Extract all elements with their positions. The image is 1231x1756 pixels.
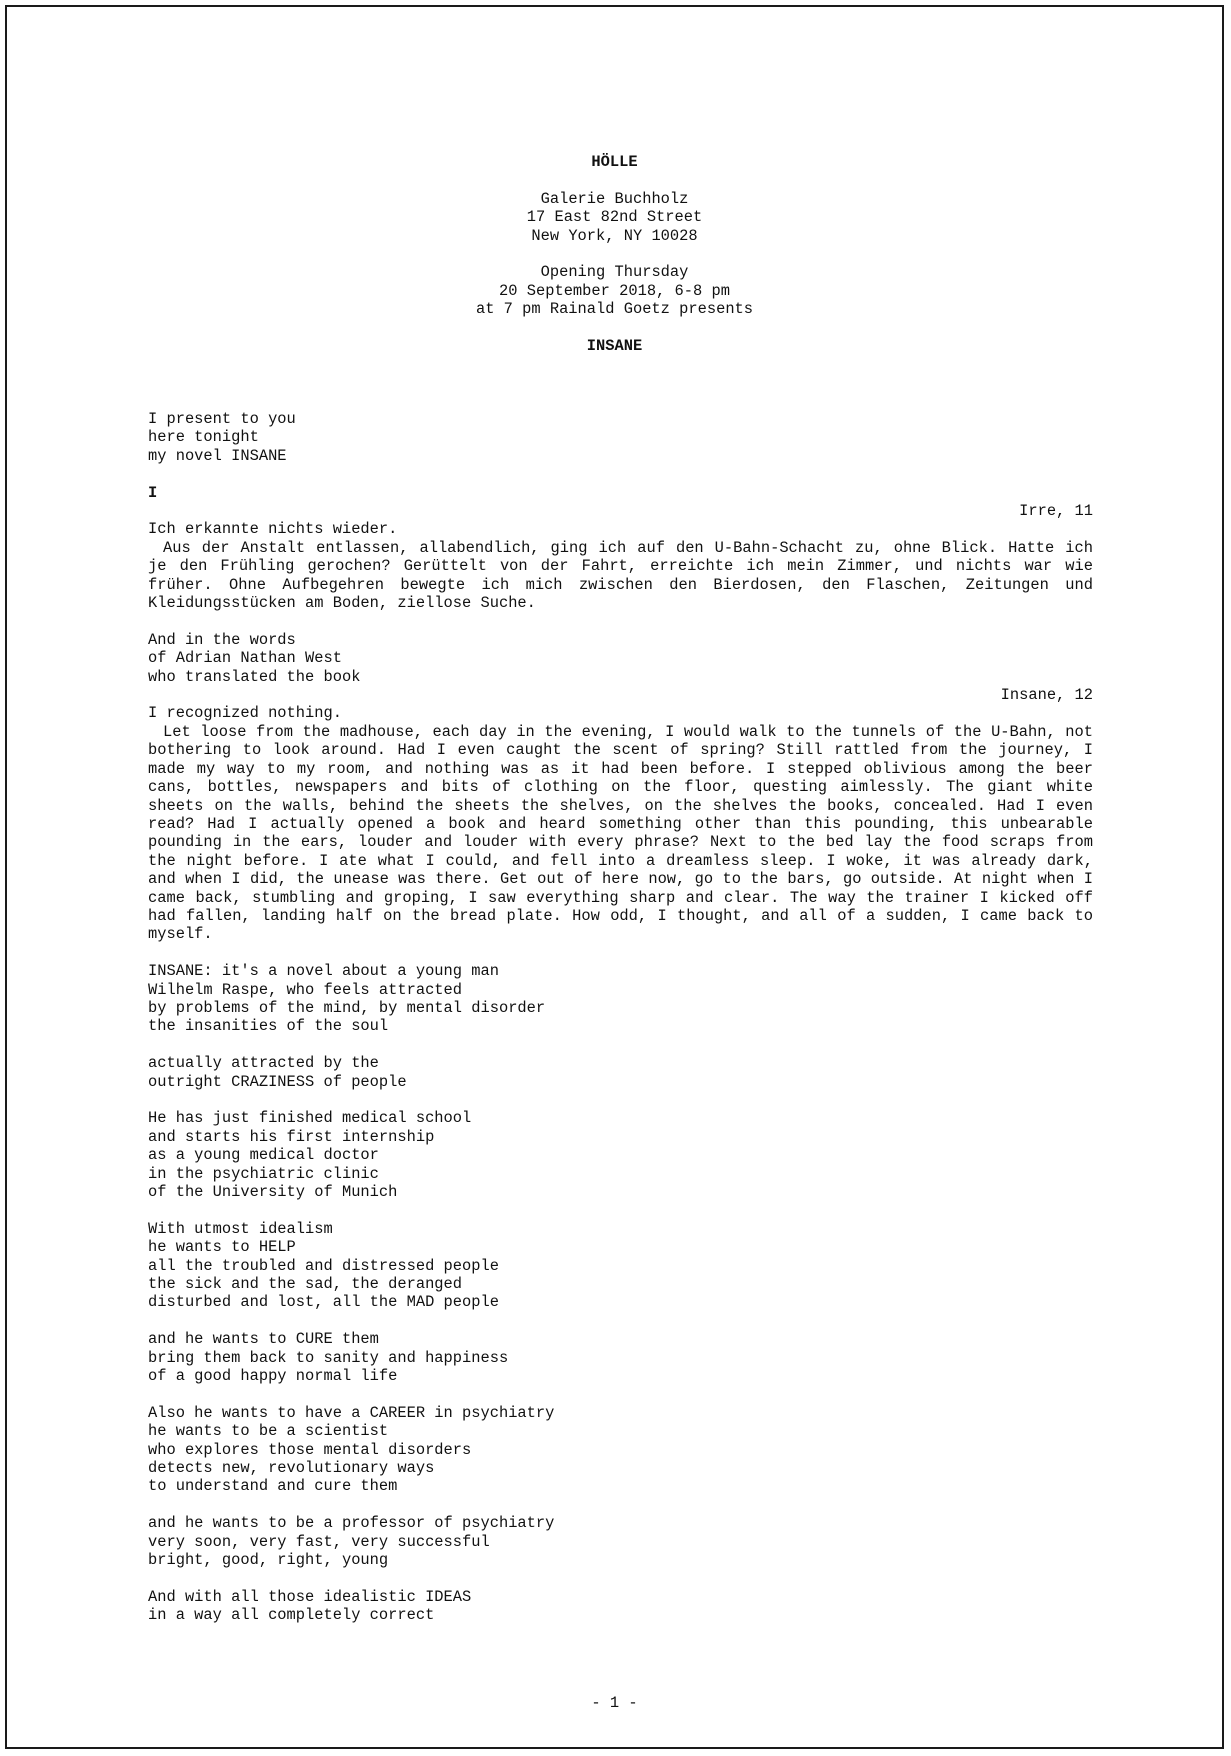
stanza: actually attracted by the outright CRAZINESS of people <box>148 1054 407 1091</box>
stanza: INSANE: it's a novel about a young man Wilhelm Raspe, who feels attracted by problems of the mind, by mental disorder the insanities of the soul <box>148 962 546 1036</box>
document-page <box>5 5 1224 1749</box>
venue-street: 17 East 82nd Street <box>526 208 703 227</box>
exhibition-title: HÖLLE <box>591 153 638 171</box>
stanza: Also he wants to have a CAREER in psychiatry he wants to be a scientist who explores those mental disorders detects new, revolutionary ways to understand and cure them <box>148 1403 555 1496</box>
venue-name: Galerie Buchholz <box>540 189 689 208</box>
opening-label: Opening Thursday <box>540 263 689 282</box>
stanza: and he wants to be a professor of psychiatry very soon, very fast, very successful bright, good, right, young <box>148 1514 555 1570</box>
venue-city: New York, NY 10028 <box>531 226 698 245</box>
opening-date: 20 September 2018, 6-8 pm <box>499 281 730 300</box>
work-title: INSANE <box>586 337 643 356</box>
document-header <box>7 153 1222 355</box>
english-reference: Insane, 12 <box>1000 686 1093 705</box>
intro-stanza: I present to you here tonight my novel INSANE <box>148 410 296 465</box>
document-body <box>148 410 1093 1625</box>
german-reference: Irre, 11 <box>1019 502 1093 521</box>
stanza: and he wants to CURE them bring them back to sanity and happiness of a good happy normal life <box>148 1330 509 1386</box>
section-mark: I <box>148 483 158 502</box>
german-paragraph: Aus der Anstalt entlassen, allabendlich, ging ich auf den U-Bahn-Schacht zu, ohne Blick. Hatte ich je den Frühling gerochen? Gerüttelt von der Fahrt, erreichte ich mein Zimmer, und nichts war wie früher. Ohne Aufbegehren bewegte ich mich zwischen den Bierdosen, den Flaschen, Zeitungen und Kleidungsstücken am Boden, ziellose Suche. <box>148 538 1093 613</box>
stanza: With utmost idealism he wants to HELP all the troubled and distressed people the sick and the sad, the deranged disturbed and lost, all the MAD people <box>148 1219 499 1312</box>
english-first-line: I recognized nothing. <box>148 704 342 723</box>
german-first-line: Ich erkannte nichts wieder. <box>148 520 398 539</box>
presentation-line: at 7 pm Rainald Goetz presents <box>475 300 754 319</box>
page-footer <box>7 1694 1222 1712</box>
stanza: And with all those idealistic IDEAS in a way all completely correct <box>148 1587 472 1625</box>
page-number: - 1 - <box>591 1694 638 1712</box>
english-paragraph: Let loose from the madhouse, each day in the evening, I would walk to the tunnels of the U-Bahn, not bothering to look around. Had I even caught the scent of spring? Still rattled from the journey, I made my way to my room, and nothing was as it had been before. I stepped oblivious among the beer cans, bottles, newspapers and bits of clothing on the floor, questing aimlessly. The giant white sheets on the walls, behind the sheets the shelves, on the shelves the books, concealed. Had I even read? Had I actually opened a book and heard something other than this pounding, this unbearable pounding in the ears, louder and louder with every phrase? Next to the bed lay the food scraps from the night before. I ate what I could, and fell into a dreamless sleep. I woke, it was already dark, and when I did, the unease was there. Get out of here now, go to the bars, go outside. At night when I came back, stumbling and groping, I saw everything sharp and clear. The way the trainer I kicked off had fallen, landing half on the bread plate. How odd, I thought, and all of a sudden, I came back to myself. <box>148 722 1093 944</box>
stanza: He has just finished medical school and starts his first internship as a young medical doctor in the psychiatric clinic of the University of Munich <box>148 1109 472 1201</box>
translator-note: And in the words of Adrian Nathan West who translated the book <box>148 630 361 686</box>
